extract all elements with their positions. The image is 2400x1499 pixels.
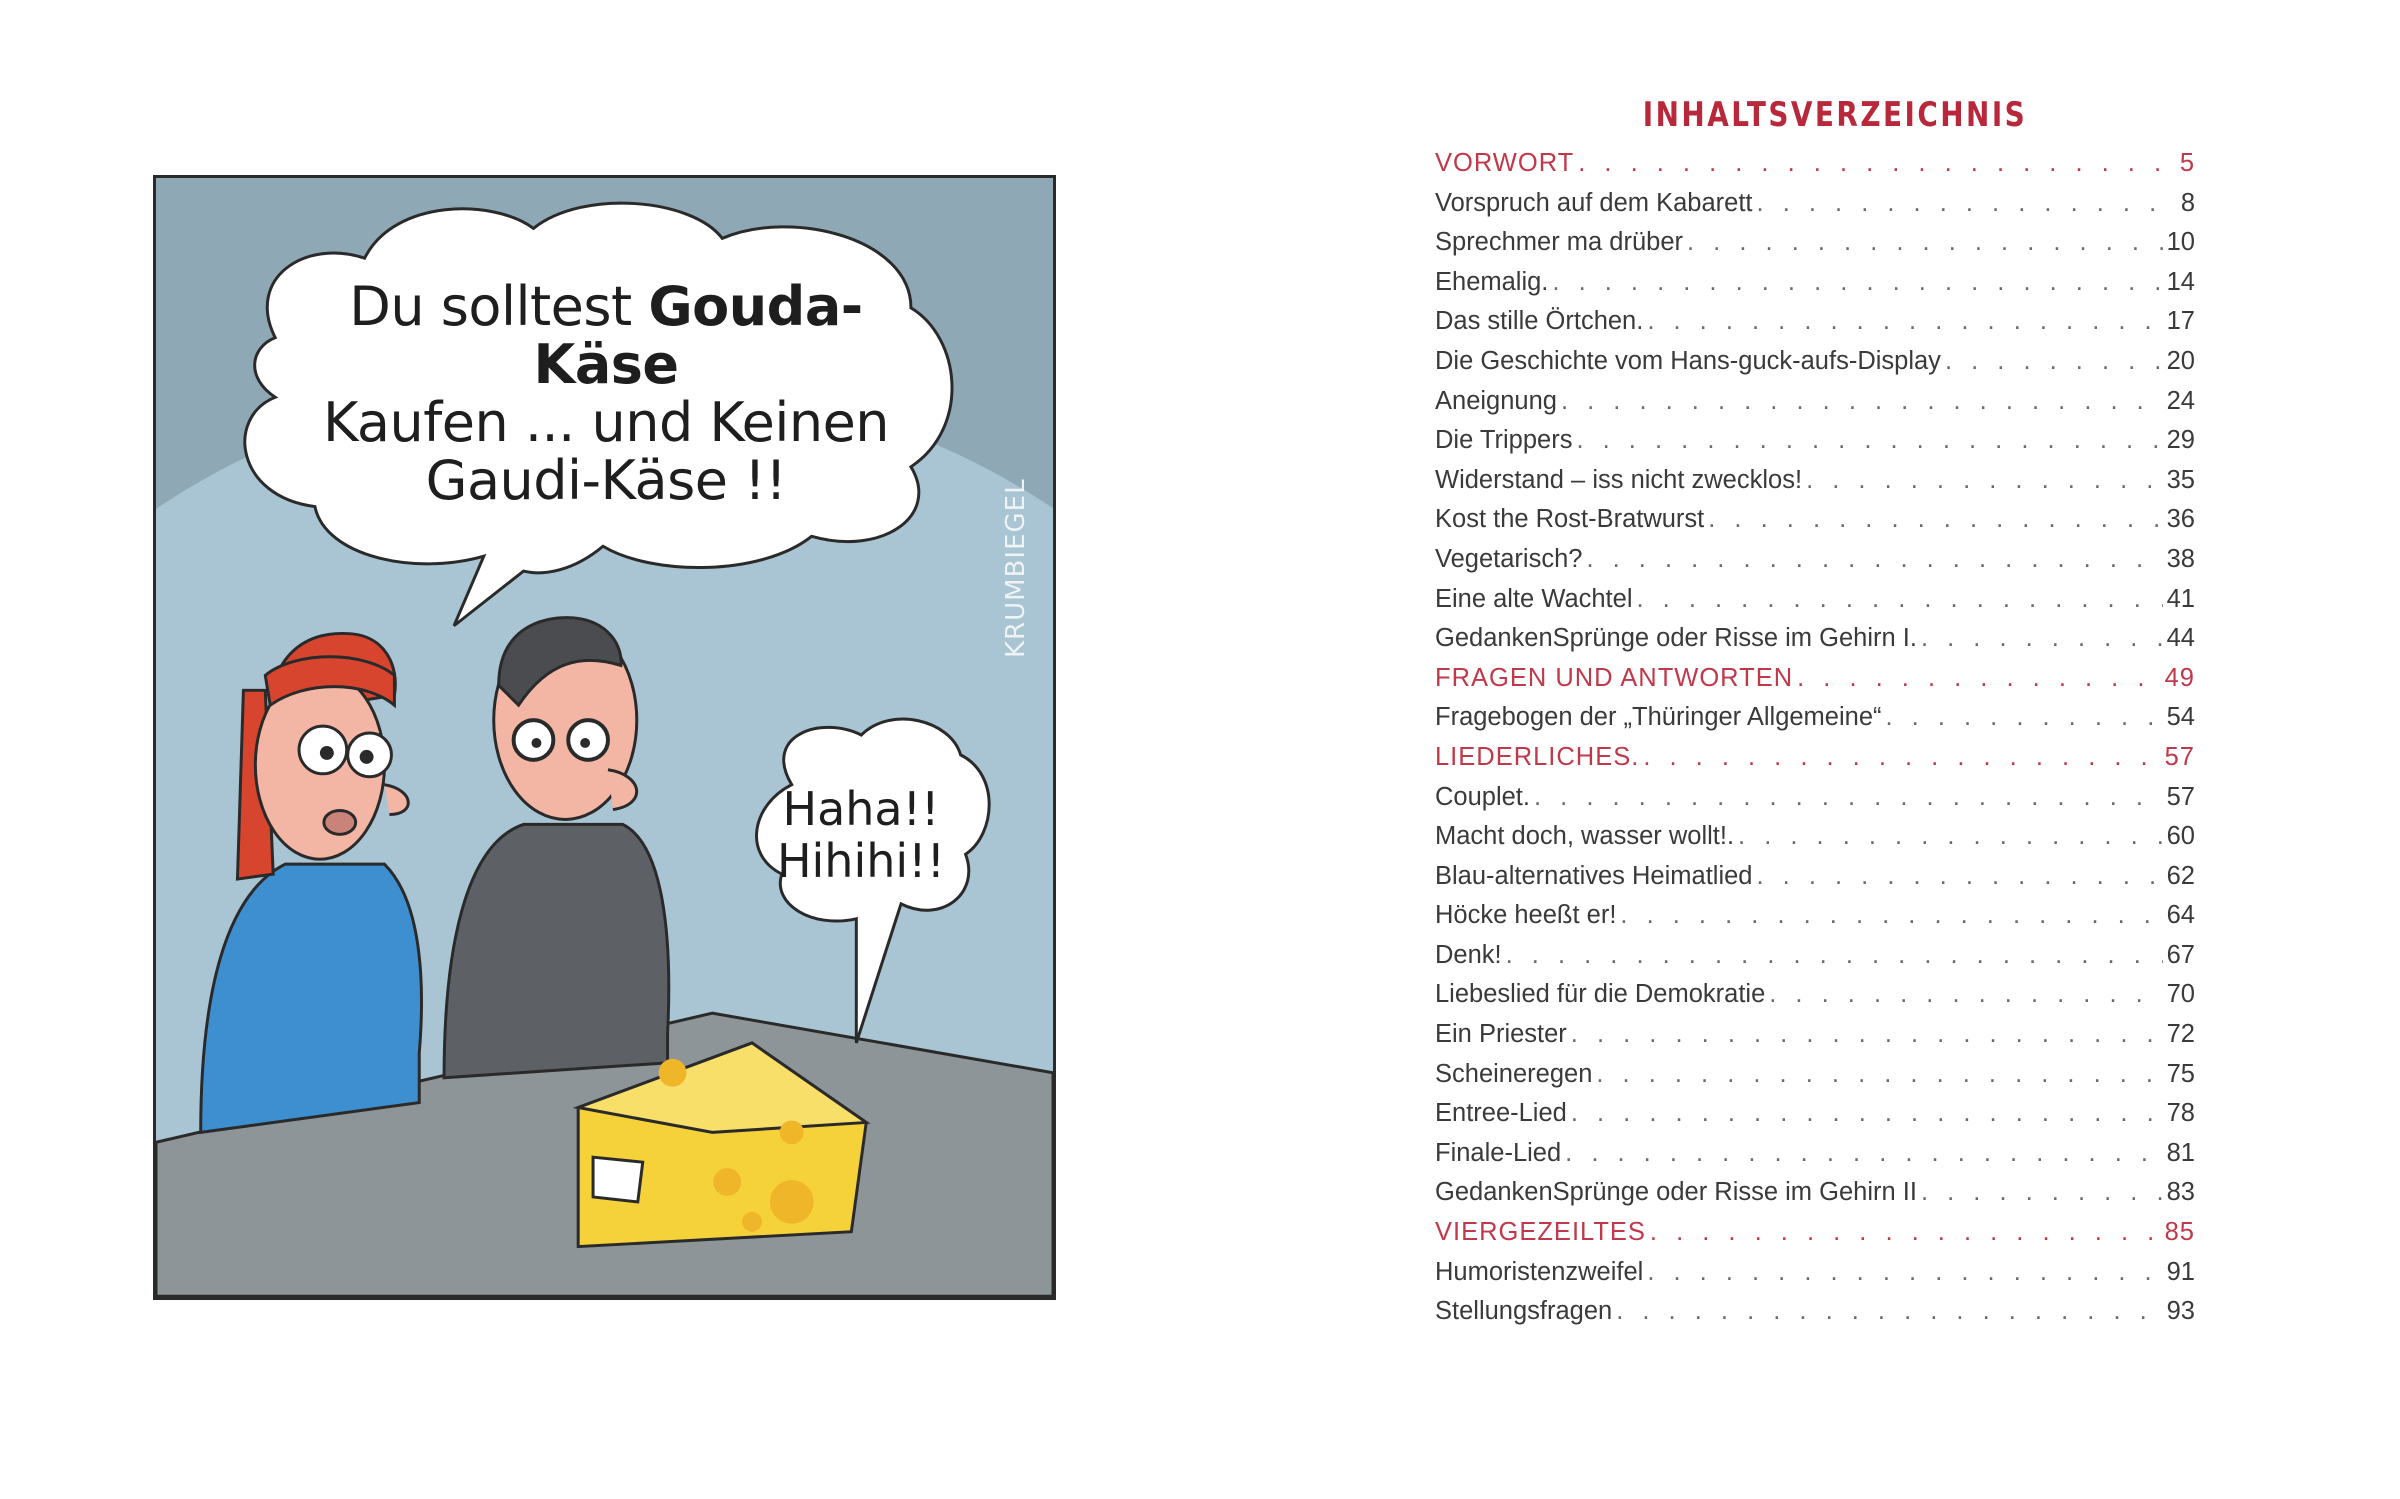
- toc-page-number: 75: [2166, 1059, 2195, 1088]
- dot-leader: [1643, 743, 2160, 772]
- toc-page-number: 64: [2166, 901, 2195, 930]
- dot-leader: [1756, 862, 2162, 891]
- cheese-line-2: Hihihi!!: [776, 834, 946, 888]
- toc-page-number: 83: [2166, 1178, 2195, 1207]
- dot-leader: [1616, 1297, 2162, 1326]
- toc-entry-title: Finale-Lied: [1435, 1138, 1562, 1167]
- toc-entry: [1435, 585, 2195, 625]
- toc-entry: [1435, 862, 2195, 902]
- dot-leader: [1620, 901, 2162, 930]
- dot-leader: [1647, 307, 2162, 336]
- toc-entry: [1435, 228, 2195, 268]
- toc-entry-title: Fragebogen der „Thüringer Allgemeine“: [1435, 703, 1882, 732]
- toc-entry: [1435, 941, 2195, 981]
- dot-leader: [1565, 1139, 2162, 1168]
- toc-entry: [1435, 1178, 2195, 1218]
- dot-leader: [1578, 149, 2163, 178]
- toc-entry-title: Ein Priester: [1435, 1020, 1567, 1049]
- toc-page-number: 35: [2166, 465, 2195, 494]
- toc-entry: [1435, 426, 2195, 466]
- artist-signature: KRUMBIEGEL: [1001, 478, 1031, 658]
- toc-entry-title: Widerstand – iss nicht zwecklos!: [1435, 465, 1803, 494]
- dot-leader: [1576, 426, 2162, 455]
- toc-entry: [1435, 1258, 2195, 1298]
- toc-entry-title: Höcke heeßt er!: [1435, 901, 1617, 930]
- toc-page-number: 91: [2166, 1257, 2195, 1286]
- toc-entry: [1435, 268, 2195, 308]
- toc-entry-title: Eine alte Wachtel: [1435, 584, 1633, 613]
- toc-entry: [1435, 901, 2195, 941]
- toc-entry-title: GedankenSprünge oder Risse im Gehirn I.: [1435, 624, 1917, 653]
- toc-entry-title: LIEDERLICHES.: [1435, 742, 1640, 771]
- toc-entry-title: Die Trippers: [1435, 426, 1573, 455]
- speech-line-1a: Du solltest: [349, 275, 649, 338]
- toc-entry-title: Scheineregen: [1435, 1059, 1593, 1088]
- speech-bubble-text: [296, 275, 916, 512]
- toc-entry: [1435, 1297, 2195, 1337]
- toc-page-number: 85: [2164, 1218, 2195, 1247]
- toc-page-number: 57: [2164, 742, 2195, 771]
- dot-leader: [1596, 1060, 2162, 1089]
- toc-entry: [1435, 703, 2195, 743]
- toc-entry-title: Kost the Rost-Bratwurst: [1435, 505, 1705, 534]
- dot-leader: [1571, 1020, 2163, 1049]
- cheese-bubble-text: [756, 783, 966, 887]
- toc-section-heading: [1435, 743, 2195, 783]
- toc-entry: [1435, 1020, 2195, 1060]
- toc-entry-title: Liebeslied für die Demokratie: [1435, 980, 1766, 1009]
- toc-entry-title: GedankenSprünge oder Risse im Gehirn II: [1435, 1178, 1917, 1207]
- speech-line-2: Kaufen ... und Keinen: [322, 391, 890, 454]
- toc-page-number: 49: [2164, 663, 2195, 692]
- toc-entry-title: Couplet.: [1435, 782, 1530, 811]
- toc-page-number: 44: [2166, 624, 2195, 653]
- toc-page-number: 93: [2166, 1297, 2195, 1326]
- cartoon-illustration: [153, 175, 1056, 1300]
- toc-entry-title: Entree-Lied: [1435, 1099, 1567, 1128]
- toc-section-heading: [1435, 149, 2195, 189]
- dot-leader: [1647, 1258, 2162, 1287]
- toc-entry-title: Das stille Örtchen.: [1435, 307, 1644, 336]
- toc-entry: [1435, 387, 2195, 427]
- toc-entry-title: Blau-alternatives Heimatlied: [1435, 861, 1753, 890]
- table-of-contents: [1435, 95, 2195, 1337]
- toc-entry-title: Vegetarisch?: [1435, 544, 1583, 573]
- dot-leader: [1806, 466, 2163, 495]
- toc-entry-title: Sprechmer ma drüber: [1435, 228, 1684, 257]
- dot-leader: [1552, 268, 2162, 297]
- dot-leader: [1561, 387, 2163, 416]
- toc-page-number: 8: [2180, 188, 2195, 217]
- toc-section-heading: [1435, 664, 2195, 704]
- toc-entry: [1435, 1139, 2195, 1179]
- toc-page-number: 38: [2166, 544, 2195, 573]
- toc-entry-title: Humoristenzweifel: [1435, 1257, 1644, 1286]
- dot-leader: [1738, 822, 2163, 851]
- toc-entry-title: Macht doch, wasser wollt!.: [1435, 822, 1735, 851]
- toc-entry-title: VIERGEZEILTES: [1435, 1218, 1646, 1247]
- toc-page-number: 54: [2166, 703, 2195, 732]
- toc-page-number: 36: [2166, 505, 2195, 534]
- cheese-line-1: Haha!!: [782, 782, 940, 836]
- dot-leader: [1921, 624, 2163, 653]
- dot-leader: [1769, 980, 2162, 1009]
- toc-page-number: 62: [2166, 861, 2195, 890]
- dot-leader: [1757, 189, 2163, 218]
- toc-entry: [1435, 466, 2195, 506]
- toc-page-number: 10: [2166, 228, 2195, 257]
- toc-page-number: 78: [2166, 1099, 2195, 1128]
- dot-leader: [1921, 1178, 2163, 1207]
- toc-entry-title: Ehemalig.: [1435, 267, 1549, 296]
- toc-page-number: 29: [2166, 426, 2195, 455]
- toc-list: [1435, 149, 2195, 1337]
- dot-leader: [1708, 505, 2162, 534]
- toc-entry-title: VORWORT: [1435, 149, 1575, 177]
- toc-entry: [1435, 1060, 2195, 1100]
- toc-entry: [1435, 545, 2195, 585]
- toc-page-number: 20: [2166, 346, 2195, 375]
- dot-leader: [1534, 783, 2163, 812]
- toc-section-heading: [1435, 1218, 2195, 1258]
- dot-leader: [1650, 1218, 2161, 1247]
- toc-entry-title: Die Geschichte vom Hans-guck-aufs-Display: [1435, 346, 1941, 375]
- dot-leader: [1797, 664, 2161, 693]
- toc-entry-title: Aneignung: [1435, 386, 1557, 415]
- toc-entry: [1435, 1099, 2195, 1139]
- dot-leader: [1506, 941, 2163, 970]
- toc-page-number: 81: [2166, 1138, 2195, 1167]
- toc-page-number: 14: [2166, 267, 2195, 296]
- dot-leader: [1571, 1099, 2163, 1128]
- toc-entry: [1435, 624, 2195, 664]
- toc-entry: [1435, 307, 2195, 347]
- toc-title: INHALTSVERZEICHNIS: [1642, 95, 2028, 135]
- toc-entry: [1435, 783, 2195, 823]
- toc-entry: [1435, 347, 2195, 387]
- toc-entry-title: Stellungsfragen: [1435, 1297, 1613, 1326]
- toc-page-number: 41: [2166, 584, 2195, 613]
- toc-page-number: 60: [2166, 822, 2195, 851]
- toc-entry: [1435, 505, 2195, 545]
- toc-page-number: 67: [2166, 940, 2195, 969]
- dot-leader: [1945, 347, 2163, 376]
- toc-entry-title: Vorspruch auf dem Kabarett: [1435, 188, 1753, 217]
- toc-page-number: 5: [2179, 149, 2195, 177]
- dot-leader: [1637, 585, 2163, 614]
- toc-entry: [1435, 822, 2195, 862]
- toc-entry: [1435, 980, 2195, 1020]
- toc-entry-title: FRAGEN UND ANTWORTEN: [1435, 663, 1794, 692]
- dot-leader: [1886, 703, 2163, 732]
- toc-page-number: 57: [2166, 782, 2195, 811]
- toc-page-number: 24: [2166, 386, 2195, 415]
- dot-leader: [1586, 545, 2162, 574]
- toc-page-number: 72: [2166, 1020, 2195, 1049]
- speech-line-3: Gaudi-Käse !!: [425, 449, 787, 512]
- toc-page-number: 17: [2166, 307, 2195, 336]
- speech-line-1b: Gouda-Käse: [533, 275, 863, 396]
- toc-entry: [1435, 189, 2195, 229]
- toc-entry-title: Denk!: [1435, 940, 1502, 969]
- toc-page-number: 70: [2166, 980, 2195, 1009]
- dot-leader: [1687, 228, 2163, 257]
